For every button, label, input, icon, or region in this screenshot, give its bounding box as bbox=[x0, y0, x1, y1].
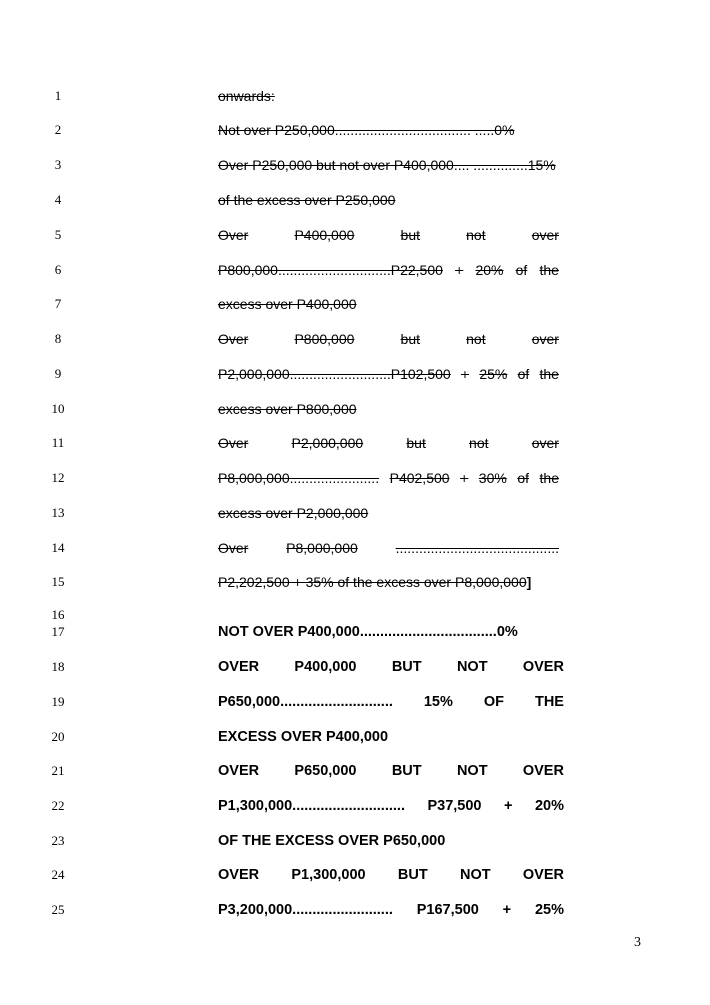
deleted-text-line: Not over P250,000................................... .....0% bbox=[218, 122, 515, 138]
deleted-text-line bbox=[218, 434, 559, 452]
word: of bbox=[517, 470, 530, 486]
word: + bbox=[503, 798, 513, 814]
deleted-text-line: of the excess over P250,000 bbox=[218, 192, 396, 208]
word: P8,000,000 bbox=[286, 540, 358, 556]
word: but bbox=[400, 331, 421, 347]
amended-text-line bbox=[218, 901, 564, 919]
amended-text-line bbox=[218, 693, 564, 711]
word: BUT bbox=[391, 763, 422, 779]
deleted-text: P2,202,500 + 35% of the excess over P8,000,000 bbox=[218, 574, 527, 590]
line-number: 23 bbox=[51, 833, 65, 848]
line-number: 20 bbox=[51, 729, 65, 744]
word: 15% bbox=[423, 694, 453, 710]
word: the bbox=[539, 470, 559, 486]
word: over bbox=[531, 227, 559, 243]
word: P650,000............................ bbox=[218, 694, 393, 710]
line-number: 1 bbox=[54, 88, 62, 103]
amended-text-line bbox=[218, 866, 564, 884]
word: over bbox=[531, 435, 559, 451]
line-number: 4 bbox=[54, 192, 62, 207]
word: P1,300,000............................ bbox=[218, 798, 405, 814]
line-number: 13 bbox=[51, 505, 65, 520]
word: NOT bbox=[456, 763, 488, 779]
word: 30% bbox=[478, 470, 507, 486]
amended-text-line bbox=[218, 658, 564, 676]
line-number: 5 bbox=[54, 227, 62, 242]
word: + bbox=[502, 902, 512, 918]
line-number: 15 bbox=[51, 574, 65, 589]
word: .......................................... bbox=[395, 540, 559, 556]
word: OF bbox=[483, 694, 504, 710]
word: OVER bbox=[522, 659, 564, 675]
word: not bbox=[466, 227, 486, 243]
word: of bbox=[517, 366, 530, 382]
line-number: 24 bbox=[51, 867, 65, 882]
word: not bbox=[466, 331, 486, 347]
word: THE bbox=[534, 694, 564, 710]
word: of bbox=[515, 262, 528, 278]
word: P167,500 bbox=[416, 902, 479, 918]
deleted-text-line bbox=[218, 226, 559, 244]
deleted-text-line bbox=[218, 261, 559, 279]
line-number: 12 bbox=[51, 470, 65, 485]
word: P1,300,000 bbox=[291, 867, 366, 883]
line-number: 17 bbox=[51, 624, 65, 639]
deleted-text-line bbox=[218, 469, 559, 487]
word: OVER bbox=[522, 867, 564, 883]
word: BUT bbox=[397, 867, 428, 883]
closing-bracket: ] bbox=[526, 574, 532, 590]
word: over bbox=[531, 331, 559, 347]
line-number: 14 bbox=[51, 540, 65, 555]
amended-text-line bbox=[218, 762, 564, 780]
word: not bbox=[469, 435, 489, 451]
line-number: 16 bbox=[51, 607, 65, 622]
word: but bbox=[400, 227, 421, 243]
page-number: 3 bbox=[634, 935, 641, 950]
line-number: 2 bbox=[54, 122, 62, 137]
line-number: 21 bbox=[51, 763, 65, 778]
amended-text-line: OF THE EXCESS OVER P650,000 bbox=[218, 833, 446, 849]
word: but bbox=[406, 435, 426, 451]
word: P400,000 bbox=[294, 659, 357, 675]
deleted-text-line bbox=[218, 539, 559, 557]
deleted-text-line: onwards: bbox=[218, 88, 275, 104]
line-number: 18 bbox=[51, 659, 65, 674]
deleted-text-line bbox=[218, 573, 559, 591]
line-number: 9 bbox=[54, 366, 62, 381]
word: the bbox=[539, 366, 559, 382]
word: OVER bbox=[218, 867, 260, 883]
line-number: 8 bbox=[54, 331, 62, 346]
word: NOT bbox=[456, 659, 488, 675]
line-number: 19 bbox=[51, 694, 65, 709]
word: + bbox=[460, 470, 469, 486]
deleted-text-line: excess over P800,000 bbox=[218, 401, 357, 417]
word: 25% bbox=[534, 902, 564, 918]
word: P402,500 bbox=[389, 470, 450, 486]
line-number: 6 bbox=[54, 262, 62, 277]
word: OVER bbox=[218, 763, 260, 779]
word: P2,000,000 bbox=[291, 435, 364, 451]
word: OVER bbox=[218, 659, 260, 675]
amended-text-line: EXCESS OVER P400,000 bbox=[218, 729, 389, 745]
word: 20% bbox=[475, 262, 504, 278]
word: P37,500 bbox=[427, 798, 482, 814]
amended-text-line: NOT OVER P400,000..................................0% bbox=[218, 624, 518, 640]
word: BUT bbox=[391, 659, 422, 675]
amended-text-line bbox=[218, 797, 564, 815]
word: + bbox=[460, 366, 470, 382]
word: P3,200,000......................... bbox=[218, 902, 393, 918]
deleted-text-line: excess over P2,000,000 bbox=[218, 505, 369, 521]
line-number: 25 bbox=[51, 902, 65, 917]
word: NOT bbox=[459, 867, 491, 883]
deleted-text-line: Over P250,000 but not over P400,000.... ..............15% bbox=[218, 157, 556, 173]
line-number: 7 bbox=[54, 296, 62, 311]
line-number: 10 bbox=[51, 401, 65, 416]
word: Over bbox=[218, 227, 249, 243]
word: P8,000,000....................... bbox=[218, 470, 380, 486]
word: OVER bbox=[522, 763, 564, 779]
word: P800,000.............................P22,500 bbox=[218, 262, 443, 278]
word: the bbox=[539, 262, 559, 278]
line-number: 3 bbox=[54, 157, 62, 172]
word: P400,000 bbox=[294, 227, 355, 243]
word: Over bbox=[218, 540, 249, 556]
deleted-text-line bbox=[218, 330, 559, 348]
deleted-text-line bbox=[218, 365, 559, 383]
deleted-text-line: excess over P400,000 bbox=[218, 296, 357, 312]
line-number: 22 bbox=[51, 798, 65, 813]
word: 20% bbox=[534, 798, 564, 814]
word: Over bbox=[218, 331, 249, 347]
line-number: 11 bbox=[51, 435, 65, 450]
word: 25% bbox=[479, 366, 508, 382]
word: P650,000 bbox=[294, 763, 357, 779]
word: Over bbox=[218, 435, 249, 451]
word: P2,000,000..........................P102,500 bbox=[218, 366, 451, 382]
word: + bbox=[455, 262, 464, 278]
word: P800,000 bbox=[294, 331, 355, 347]
